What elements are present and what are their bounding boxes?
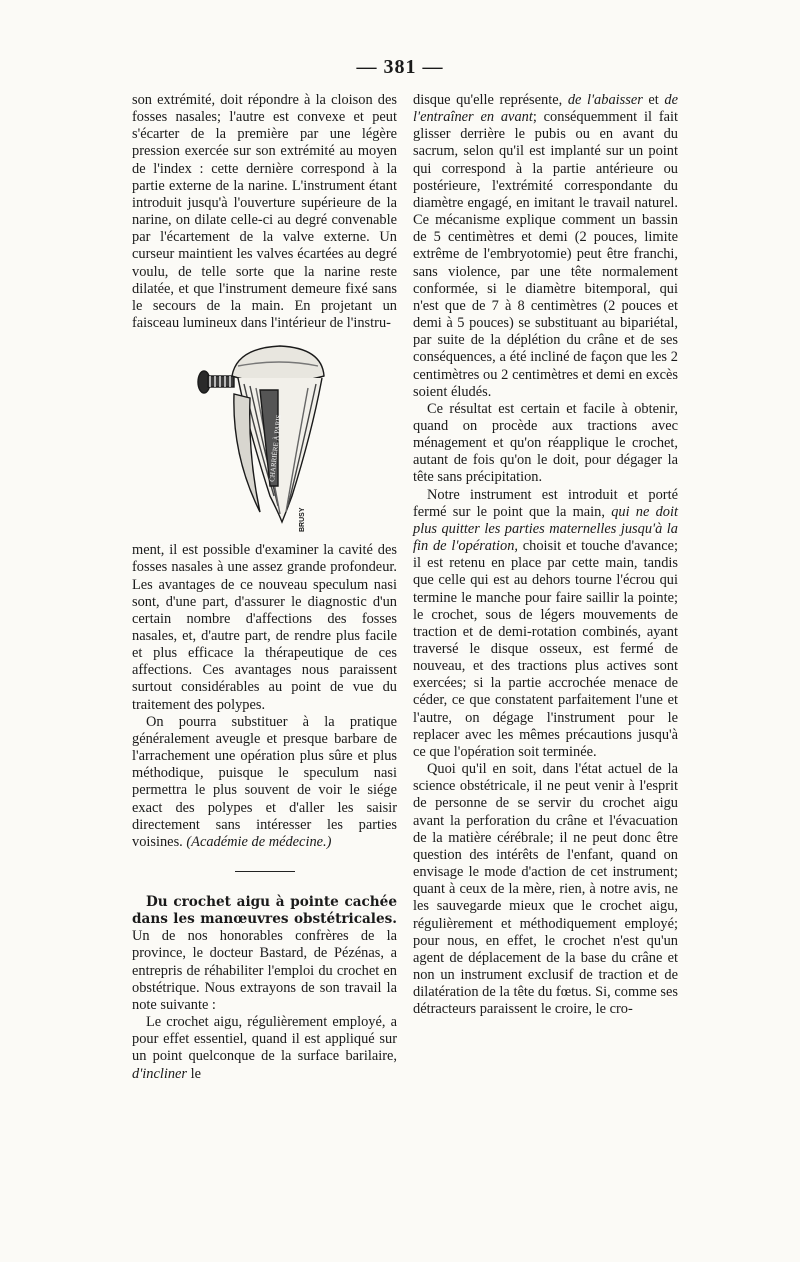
figure-handle-text: CHARRIÈRE À PARIS [268, 414, 284, 483]
paragraph [413, 92, 678, 401]
section-paragraph [132, 894, 397, 1014]
emphasis: d'incliner [132, 1065, 188, 1082]
paragraph: son extrémité, doit répondre à la cloison des fosses nasales; l'autre est convexe et peut s'écarter de la première par une légère pression exercée sur son extrémité au moyen de l'index : cette dernière correspond à la partie externe de la narine. L'instrument étant introduit jusqu'à l'ouverture supérieure de la narine, on dilate celle-ci au degré convenable par l'écartement de la valve externe. Un curseur maintient les valves écartées au degré voulu, de telle sorte que la narine reste dilatée, et que l'instrument demeure fixé sans le secours de la main. En projetant un faisceau lumineux dans l'intérieur de l'instru- [132, 92, 397, 332]
paragraph-text: ; conséquemment il fait glisser derrière le pubis ou en avant du sacrum, selon qu'il est implanté sur un point qui correspond à la partie antérieure ou postérieure, l'extrémité correspondante du diamètre engagé, en imitant le travail naturel. Ce mécanisme explique comment un bassin de 5 centimètres et demi (2 pouces, limite extrême de l'embryotomie) peut être franchi, sans violence, par une tête normalement conformée, si le diamètre bitemporal, qui n'est que de 7 à 8 centimètres (2 pouces et demi à 5 pouces) se substituant au bipariétal, par suite de la déplétion du crâne et de ses conséquences, a été incliné de façon que les 2 centimètres ou 2 centimètres et demi en excès soient éludés. [413, 109, 678, 400]
paragraph-text: Un de nos honorables confrères de la province, le docteur Bastard, de Pézénas, a entrepris de réhabiliter l'emploi du crochet en obstétrique. Nous extrayons de son travail la note suivante : [132, 928, 397, 1013]
paragraph-text: et [648, 92, 659, 108]
paragraph-text: Le crochet aigu, régulièrement employé, a pour effet essentiel, quand il est appliqué sur un point quelconque de la surface barilaire, [132, 1014, 397, 1065]
paragraph-text: le [190, 1065, 202, 1082]
speculum-figure [132, 336, 397, 536]
nasal-speculum-engraving-icon [132, 336, 397, 536]
paragraph-text: Notre instrument est introduit et porté fermé sur le point que la main, [413, 486, 678, 520]
paragraph: ment, il est possible d'examiner la cavité des fosses nasales à une assez grande profondeur. Les avantages de ce nouveau speculum nasi sont, d'une part, d'assurer le diagnostic d'un certain nombre d'affections des fosses nasales, et, d'autre part, de rendre plus facile et plus efficace la thérapeutique de ces affections. Ces avantages nous paraissent surtout considérables au point de vue du traitement des polypes. [132, 542, 397, 713]
emphasis: qui ne doit plus quitter les parties maternelles jusqu'à la fin de l'opération, [413, 503, 678, 555]
emphasis: de l'abaisser [567, 92, 643, 108]
section-divider [235, 871, 295, 872]
paragraph [132, 1014, 397, 1083]
emphasis: de l'entraîner en avant [413, 92, 678, 126]
paragraph [132, 714, 397, 851]
figure-engraver-text: BRUSY [299, 507, 306, 533]
page-number: — 381 — [356, 56, 444, 78]
paragraph: Quoi qu'il en soit, dans l'état actuel de la science obstétricale, il ne peut venir à l'esprit de personne de se servir du crochet aigu avant la perforation du crâne et l'évacuation de la matière cérébrale; il ne peut donc être question des intérêts de l'enfant, quand on envisage le mode d'action de cet instrument; quant à ceux de la mère, rien, à notre avis, ne les sauvegarde mieux que le crochet aigu, régulièrement et méthodiquement employé; pour nous, en effet, le crochet n'est qu'un agent de déplacement de la base du crâne et non un instrument exclusif de traction et de dilatération de la tête du fœtus. Si, comme ses détracteurs paraissent le croire, le cro- [413, 761, 678, 1018]
paragraph-text: disque qu'elle représente, [413, 92, 563, 108]
paragraph-text: On pourra substituer à la pratique généralement aveugle et presque barbare de l'arrachement une opération plus sûre et plus méthodique, puisque le speculum nasi permettra le plus souvent de voir le siége exact des polypes et d'aller les saisir directement sans intéresser les parties voisines. [132, 713, 397, 850]
paragraph: Ce résultat est certain et facile à obtenir, quand on procède aux tractions avec ménagement et qu'on réapplique le crochet, autant de fois qu'on le doit, pour dégager la tête sans précipitation. [413, 400, 678, 486]
citation: (Académie de médecine.) [186, 833, 332, 850]
paragraph-text: choisit et touche d'avance; il est retenu en place par cette main, tandis que celle qui est au dehors tourne l'écrou qui termine le manche pour faire saillir la pointe; le crochet, sous de légers mouvements de traction et de demi-rotation combinés, ayant traversé le disque osseux, est fermé de nouveau, et des tractions plus actives sont exercées; si la partie accrochée menace de céder, ce que constatent parfaitement l'une et l'autre, on dégage l'instrument pour le replacer avec les mêmes précautions jusqu'à ce que l'opération soit terminée. [413, 538, 678, 760]
left-column [132, 92, 397, 1083]
right-column [413, 92, 678, 1018]
section-heading: Du crochet aigu à pointe cachée dans les manœuvres obstétricales. [132, 894, 397, 928]
paragraph [413, 487, 678, 762]
